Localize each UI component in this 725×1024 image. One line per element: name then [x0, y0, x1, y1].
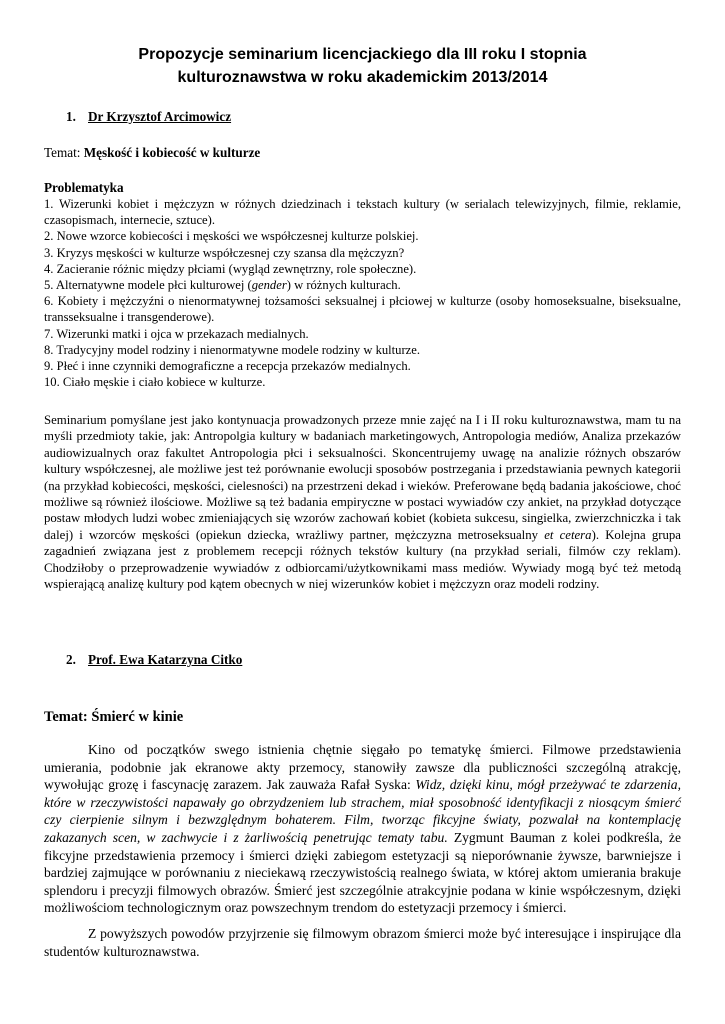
- title-line-2: kulturoznawstwa w roku akademickim 2013/2014: [177, 68, 548, 86]
- problem-item: 3. Kryzys męskości w kulturze współczesnej czy szansa dla mężczyzn?: [44, 245, 405, 260]
- description-part-2: ). Kolejna grupa zagadnień związana jest z problemem recepcji różnych tekstów kultury (na przykład seriali, filmów czy reklam). Chodziłoby o przeprowadzenie wywiadów z odbiorcami/użytkownikami mass mediów. Wywiady mogą być też metodą wspierającą analizę kultury pod kątem obecnych w niej wizerunków kobiet i mężczyzn oraz modeli rodziny.: [44, 527, 681, 592]
- section-1-description: [44, 412, 681, 592]
- problem-item: 4. Zacieranie różnic między płciami (wygląd zewnętrzny, role społeczne).: [44, 261, 417, 276]
- problem-item: 6. Kobiety i mężczyźni o nienormatywnej tożsamości seksualnej i płciowej w kulturze (osoby homoseksualne, biseksualne, transseksualne i transgenderowe).: [44, 294, 681, 325]
- problem-5-start: 5. Alternatywne modele płci kulturowej (: [44, 278, 252, 293]
- problem-item: 2. Nowe wzorce kobiecości i męskości we współczesnej kulturze polskiej.: [44, 229, 419, 244]
- problems-heading: Problematyka: [44, 180, 124, 195]
- paragraph-1-intro: Kino od początków swego istnienia chętnie sięgało po tematykę śmierci. Filmowe przedstawienia umierania, podobnie jak ekranowe akty przemocy, stanowiły zawsze dla publiczności szczególną atrakcję, wywołując grozę i fascynację zarazem. Jak zauważa Rafał Syska:: [44, 742, 681, 793]
- description-et-cetera: et cetera: [544, 527, 592, 542]
- section-2-paragraph-1: [44, 741, 681, 917]
- problem-item: 8. Tradycyjny model rodziny i nienormatywne modele rodziny w kulturze.: [44, 342, 420, 357]
- section-1-topic-title: Męskość i kobiecość w kulturze: [83, 145, 261, 160]
- problem-item: 10. Ciało męskie i ciało kobiece w kulturze.: [44, 375, 266, 390]
- section-2-topic: Temat: Śmierć w kinie: [44, 709, 184, 725]
- section-1-lecturer: Dr Krzysztof Arcimowicz: [88, 109, 232, 124]
- section-2-number: 2.: [66, 652, 76, 667]
- section-1-header: [66, 109, 366, 127]
- document-title: [40, 44, 685, 89]
- section-2-lecturer: Prof. Ewa Katarzyna Citko: [88, 652, 243, 667]
- section-2-paragraph-2: Z powyższych powodów przyjrzenie się filmowym obrazom śmierci może być interesujące i inspirujące dla studentów kulturoznawstwa.: [44, 926, 681, 959]
- problem-item: 1. Wizerunki kobiet i mężczyzn w różnych dziedzinach i tekstach kultury (w serialach telewizyjnych, filmie, reklamie, czasopismach, internecie, sztuce).: [44, 197, 681, 228]
- section-1-topic-label: Temat:: [44, 145, 81, 160]
- problem-item: [44, 277, 681, 293]
- section-2-header: [66, 652, 366, 670]
- syska-quote: Widz, dzięki kinu, mógł przeżywać te zdarzenia, które w rzeczywistości napawały go obrzydzeniem lub strachem, miał sposobność identyfikacji z niosącym śmierć czy cierpienie silnym i bezwzględnym bohaterem. Film, tworząc fikcyjne światy, pozwalał na kontemplację zakazanych scen, w zachwycie i z żarliwością penetrując tematy tabu.: [44, 777, 681, 845]
- description-part-1: Seminarium pomyślane jest jako kontynuacja prowadzonych przeze mnie zajęć na I i II roku kulturoznawstwa, mam tu na myśli przedmioty takie, jak: Antropolgia kultury w badaniach marketingowych, Antropologia mediów, Analiza przekazów audiowizualnych oraz fakultet Antropologia płci i seksualności. Skoncentrujemy uwagę na analizie różnych obszarów kultury współczesnej, ale możliwe jest też porównanie ewolucji sposobów postrzegania i przedstawiania pewnych kategorii (na przykład kobiecości, męskości, cielesności) na przestrzeni dekad i wieków. Preferowane będą badania jakościowe, choć możliwe są również ilościowe. Możliwe są też badania empiryczne w postaci wywiadów czy ankiet, na przykład dotyczące postaw młodych ludzi wobec zmieniających się wzorów zachowań kobiet (kobieta sukcesu, singielka, zwierzchniczka i tak dalej) i wzorców męskości (opiekun dziecka, wrażliwy partner, mężczyzna metroseksualny: [44, 413, 681, 542]
- paragraph-1-bauman: Zygmunt Bauman z kolei podkreśla, że fikcyjne przedstawienia przemocy i śmierci dzięki zabiegom estetyzacji są nieporównanie żywsze, barwniejsze i bardziej zajmujące w porównaniu z nieciekawą rzeczywistością realnego świata, w której aktom umierania brakuje splendoru i precyzji filmowych obrazów. Śmierć jest szczególnie atrakcyjnie podana w kinie współczesnym, dzięki możliwościom technologicznym oraz powszechnym trendom do estetyzacji przemocy i śmierci.: [44, 829, 681, 916]
- problem-5-end: ) w różnych kulturach.: [286, 278, 401, 293]
- problems-list: [44, 196, 681, 390]
- problem-5-gender: gender: [251, 278, 287, 293]
- problem-item: 7. Wizerunki matki i ojca w przekazach medialnych.: [44, 326, 309, 341]
- title-line-1: Propozycje seminarium licencjackiego dla III roku I stopnia: [138, 46, 587, 63]
- section-1-number: 1.: [66, 109, 76, 124]
- section-1-topic: [44, 145, 260, 161]
- problem-item: 9. Płeć i inne czynniki demograficzne a recepcja przekazów medialnych.: [44, 359, 411, 374]
